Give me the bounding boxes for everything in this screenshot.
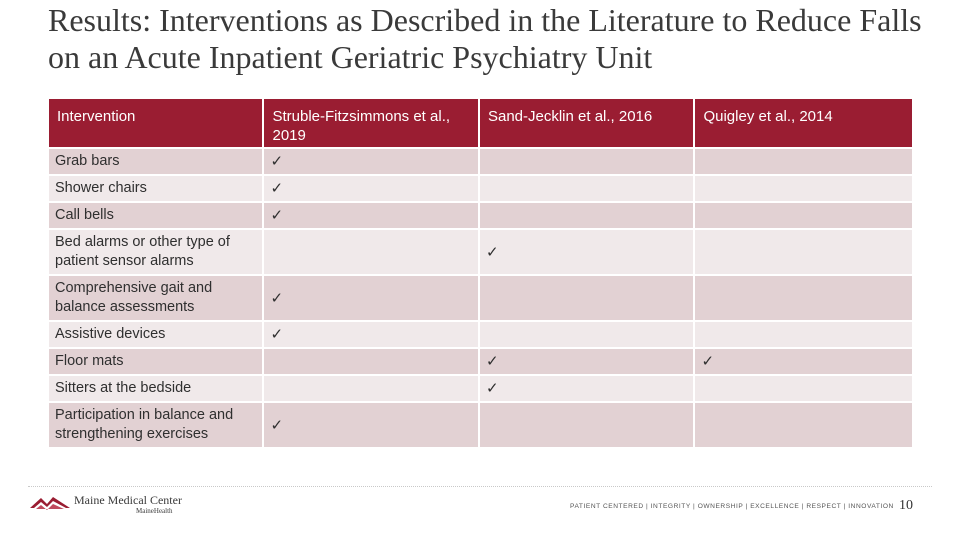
- intervention-cell: Bed alarms or other type of patient sensor alarms: [49, 230, 262, 274]
- check-cell: [264, 203, 477, 228]
- checkmark-icon: ✓: [701, 353, 715, 370]
- values-tagline: PATIENT CENTERED | INTEGRITY | OWNERSHIP | EXCELLENCE | RESPECT | INNOVATION: [570, 503, 894, 510]
- check-cell: [264, 276, 477, 320]
- check-cell: [480, 322, 693, 347]
- check-cell: [264, 322, 477, 347]
- checkmark-icon: ✓: [270, 207, 284, 224]
- intervention-cell: Participation in balance and strengthening exercises: [49, 403, 262, 447]
- table-row: [49, 276, 912, 320]
- check-cell: [695, 149, 912, 174]
- check-cell: [480, 176, 693, 201]
- interventions-table: [47, 97, 914, 449]
- check-cell: [480, 230, 693, 274]
- check-cell: [480, 376, 693, 401]
- table-row: [49, 203, 912, 228]
- slide-title: Results: Interventions as Described in the Literature to Reduce Falls on an Acute Inpatient Geriatric Psychiatry Unit: [48, 2, 922, 75]
- intervention-cell: Floor mats: [49, 349, 262, 374]
- check-cell: [480, 403, 693, 447]
- intervention-cell: Grab bars: [49, 149, 262, 174]
- intervention-cell: Sitters at the bedside: [49, 376, 262, 401]
- header-quigley: Quigley et al., 2014: [695, 99, 912, 147]
- checkmark-icon: ✓: [270, 180, 284, 197]
- checkmark-icon: ✓: [270, 416, 284, 434]
- table-row: [49, 403, 912, 447]
- mountain-logo-icon: [30, 494, 70, 514]
- check-cell: [695, 230, 912, 274]
- header-sand-jecklin: Sand-Jecklin et al., 2016: [480, 99, 693, 147]
- checkmark-icon: ✓: [485, 243, 499, 261]
- check-cell: [695, 203, 912, 228]
- check-cell: [695, 403, 912, 447]
- header-struble-fitzsimmons: Struble-Fitzsimmons et al., 2019: [264, 99, 477, 147]
- header-intervention: Intervention: [49, 99, 262, 147]
- logo-subtitle: MaineHealth: [136, 507, 173, 515]
- table-row: [49, 349, 912, 374]
- check-cell: [264, 349, 477, 374]
- maine-medical-center-logo: [30, 494, 182, 522]
- intervention-cell: Call bells: [49, 203, 262, 228]
- checkmark-icon: ✓: [485, 380, 499, 397]
- check-cell: [695, 376, 912, 401]
- checkmark-icon: ✓: [270, 326, 284, 343]
- logo-name: Maine Medical Center: [74, 493, 182, 507]
- check-cell: [480, 149, 693, 174]
- check-cell: [695, 176, 912, 201]
- check-cell: [480, 349, 693, 374]
- intervention-cell: Assistive devices: [49, 322, 262, 347]
- table-row: [49, 149, 912, 174]
- table-header-row: [49, 99, 912, 147]
- check-cell: [264, 149, 477, 174]
- intervention-cell: Comprehensive gait and balance assessments: [49, 276, 262, 320]
- table-row: [49, 176, 912, 201]
- checkmark-icon: ✓: [270, 289, 284, 307]
- check-cell: [264, 376, 477, 401]
- check-cell: [264, 403, 477, 447]
- table-row: [49, 376, 912, 401]
- table-row: [49, 322, 912, 347]
- check-cell: [695, 349, 912, 374]
- check-cell: [480, 203, 693, 228]
- intervention-cell: Shower chairs: [49, 176, 262, 201]
- footer-divider: [28, 486, 932, 487]
- checkmark-icon: ✓: [270, 153, 284, 170]
- page-number: 10: [899, 498, 913, 513]
- checkmark-icon: ✓: [485, 353, 499, 370]
- check-cell: [695, 322, 912, 347]
- table-row: [49, 230, 912, 274]
- check-cell: [264, 176, 477, 201]
- check-cell: [480, 276, 693, 320]
- check-cell: [695, 276, 912, 320]
- check-cell: [264, 230, 477, 274]
